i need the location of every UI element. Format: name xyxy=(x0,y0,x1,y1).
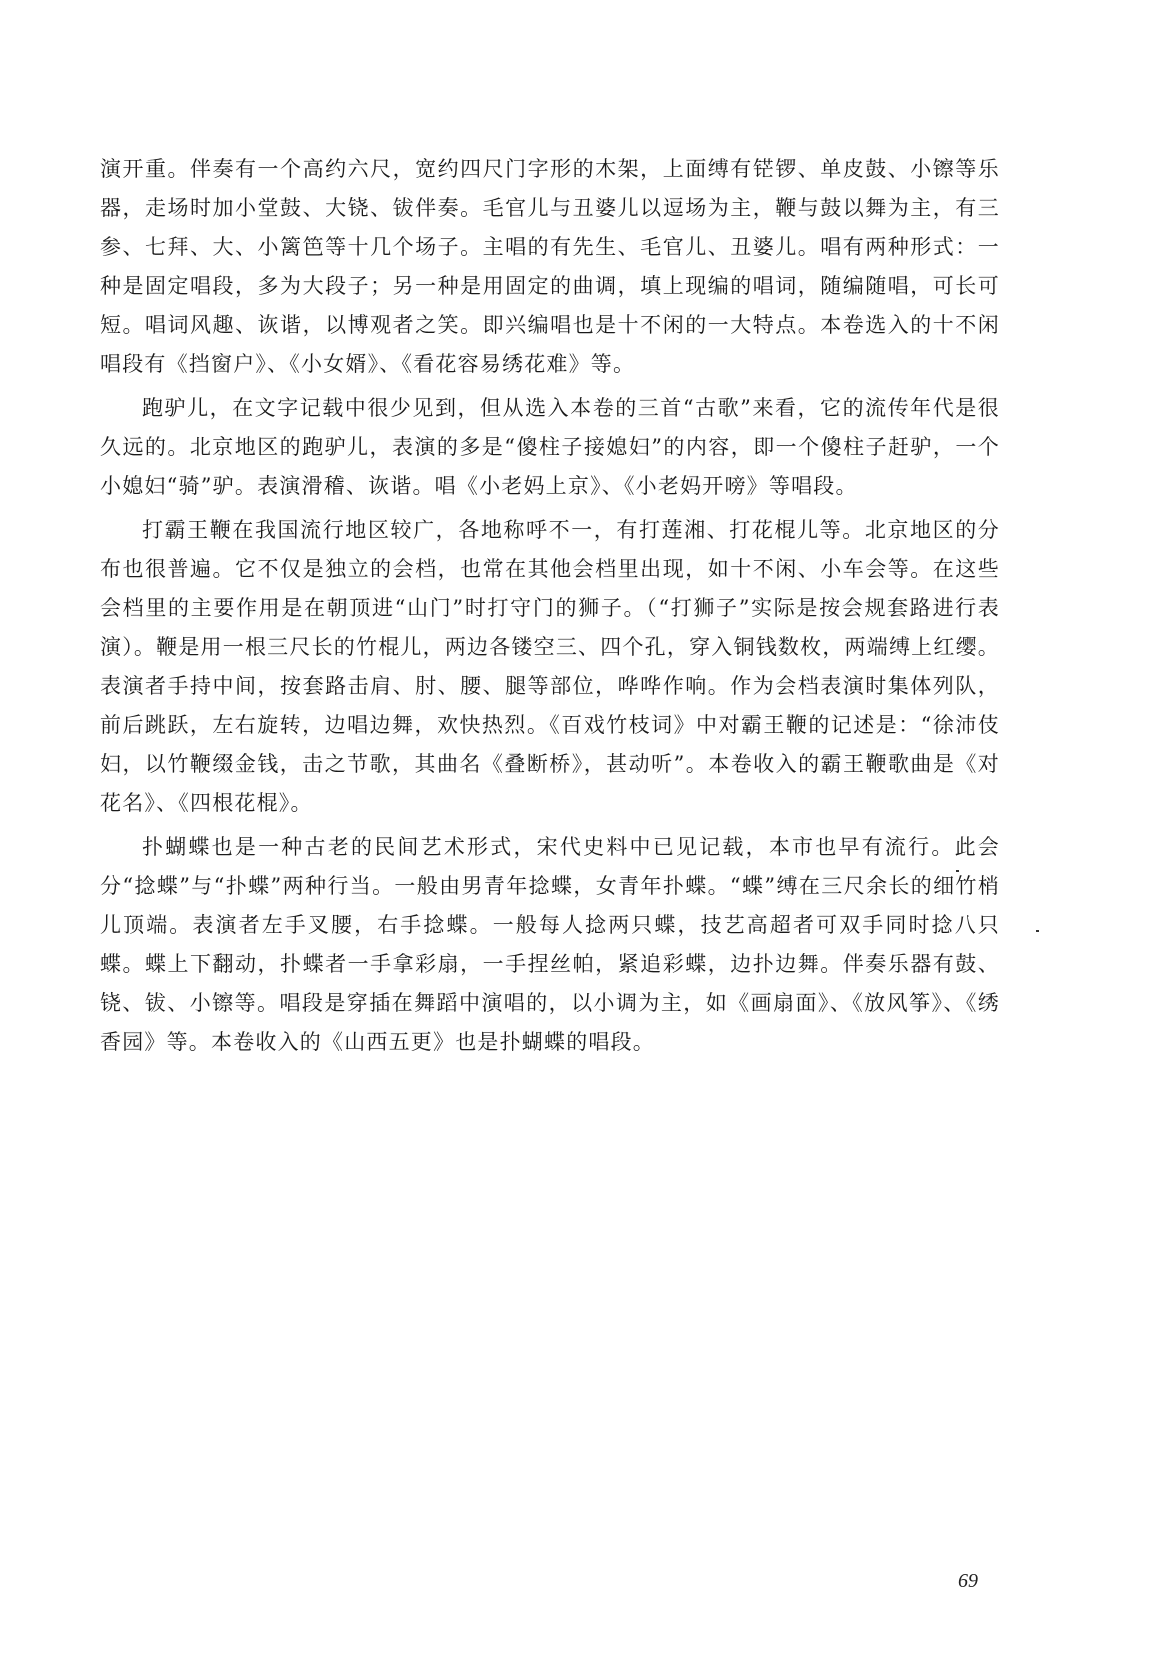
paragraph-paolv: 跑驴儿，在文字记载中很少见到，但从选入本卷的三首“古歌”来看，它的流传年代是很久远的。北京地区的跑驴儿，表演的多是“傻柱子接媳妇”的内容，即一个傻柱子赶驴，一个小媳妇“骑”驴。表演滑稽、诙谐。唱《小老妈上京》、《小老妈开嗙》等唱段。 xyxy=(100,396,1000,498)
document-body xyxy=(100,150,1000,1067)
paragraph-shibuxian-continued: 演开重。伴奏有一个高约六尺，宽约四尺门字形的木架，上面缚有铓锣、单皮鼓、小镲等乐器，走场时加小堂鼓、大铙、钹伴奏。毛官儿与丑婆儿以逗场为主，鞭与鼓以舞为主，有三参、七拜、大、小篱笆等十几个场子。主唱的有先生、毛官儿、丑婆儿。唱有两种形式：一种是固定唱段，多为大段子；另一种是用固定的曲调，填上现编的唱词，随编随唱，可长可短。唱词风趣、诙谐，以博观者之笑。即兴编唱也是十不闲的一大特点。本卷选入的十不闲唱段有《挡窗户》、《小女婿》、《看花容易绣花难》等。 xyxy=(100,157,1000,376)
page-number: 69 xyxy=(958,1570,978,1592)
paragraph-bawangbian: 打霸王鞭在我国流行地区较广，各地称呼不一，有打莲湘、打花棍儿等。北京地区的分布也很普遍。它不仅是独立的会档，也常在其他会档里出现，如十不闲、小车会等。在这些会档里的主要作用是在朝顶进“山门”时打守门的狮子。（“打狮子”实际是按会规套路进行表演）。鞭是用一根三尺长的竹棍儿，两边各镂空三、四个孔，穿入铜钱数枚，两端缚上红缨。表演者手持中间，按套路击肩、肘、腰、腿等部位，哗哗作响。作为会档表演时集体列队，前后跳跃，左右旋转，边唱边舞，欢快热烈。《百戏竹枝词》中对霸王鞭的记述是：“徐沛伎妇，以竹鞭缀金钱，击之节歌，其曲名《叠断桥》，甚动听”。本卷收入的霸王鞭歌曲是《对花名》、《四根花棍》。 xyxy=(100,518,1000,815)
scan-speck xyxy=(956,870,959,872)
paragraph-puhudie: 扑蝴蝶也是一种古老的民间艺术形式，宋代史料中已见记载，本市也早有流行。此会分“捻蝶”与“扑蝶”两种行当。一般由男青年捻蝶，女青年扑蝶。“蝶”缚在三尺余长的细竹梢儿顶端。表演者左手叉腰，右手捻蝶。一般每人捻两只蝶，技艺高超者可双手同时捻八只蝶。蝶上下翻动，扑蝶者一手拿彩扇，一手捏丝帕，紧追彩蝶，边扑边舞。伴奏乐器有鼓、铙、钹、小镲等。唱段是穿插在舞蹈中演唱的，以小调为主，如《画扇面》、《放风筝》、《绣香园》等。本卷收入的《山西五更》也是扑蝴蝶的唱段。 xyxy=(100,835,1000,1054)
scan-speck xyxy=(1036,930,1039,932)
